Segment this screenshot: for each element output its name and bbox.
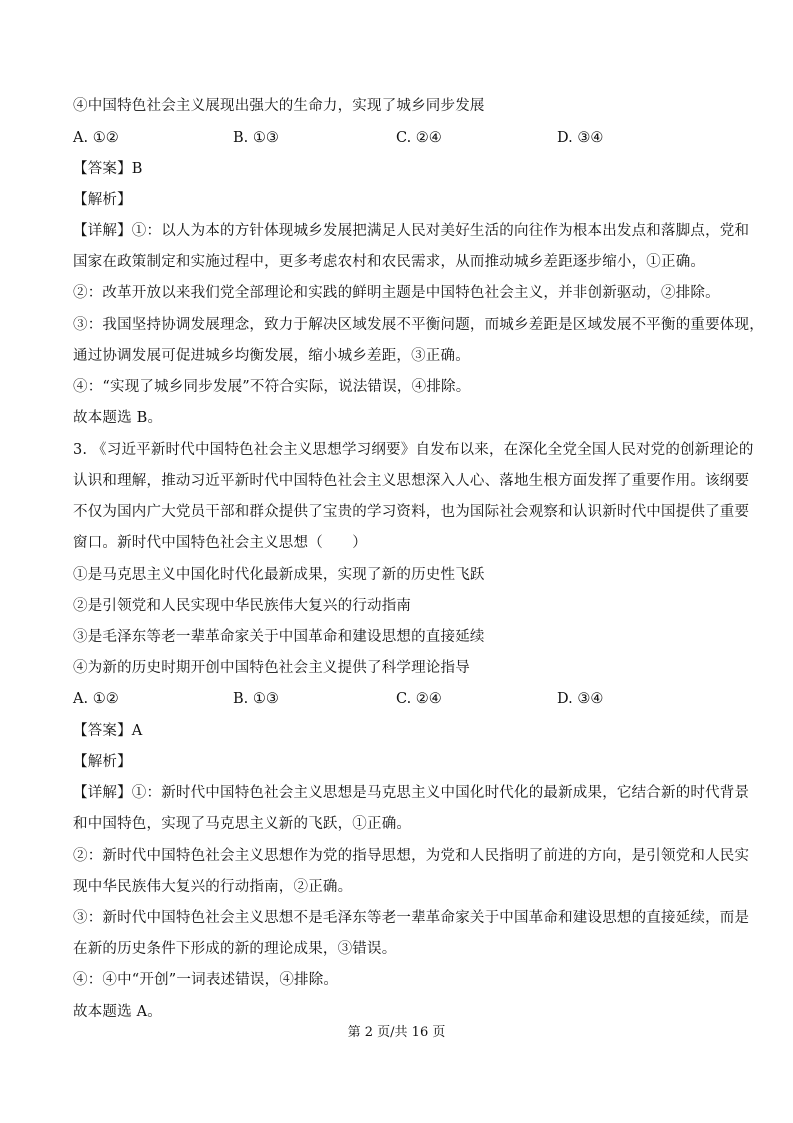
- q3-choice-a: A. ①②: [73, 691, 119, 707]
- q2-answer: 【答案】B: [73, 161, 143, 177]
- q2-detail-4: ④：“实现了城乡同步发展”不符合实际，说法错误，④排除。: [73, 379, 471, 395]
- q3-option-3: ③是毛泽东等老一辈革命家关于中国革命和建设思想的直接延续: [73, 629, 485, 645]
- q2-detail-3b: 通过协调发展可促进城乡均衡发展，缩小城乡差距，③正确。: [73, 348, 470, 364]
- q2-option-4: ④中国特色社会主义展现出强大的生命力，实现了城乡同步发展: [73, 98, 485, 114]
- q3-option-2: ②是引领党和人民实现中华民族伟大复兴的行动指南: [73, 598, 412, 614]
- q2-detail-1a: 【详解】①：以人为本的方针体现城乡发展把满足人民对美好生活的向往作为根本出发点和落脚点，党和: [73, 223, 750, 239]
- q2-detail-3a: ③：我国坚持协调发展理念，致力于解决区域发展不平衡问题，而城乡差距是区域发展不平衡的重要体现，: [73, 317, 764, 333]
- q2-detail-2: ②：改革开放以来我们党全部理论和实践的鲜明主题是中国特色社会主义，并非创新驱动，②排除。: [73, 285, 720, 301]
- q2-choices: [73, 128, 713, 148]
- page-footer: 第 2 页/共 16 页: [347, 1025, 446, 1040]
- q3-stem-4: 窗口。新时代中国特色社会主义思想（ ）: [73, 535, 367, 551]
- q3-detail-1b: 和中国特色，实现了马克思主义新的飞跃，①正确。: [73, 816, 412, 832]
- q2-choice-b: B. ①③: [233, 130, 279, 146]
- q3-choice-b: B. ①③: [233, 691, 279, 707]
- q3-detail-3b: 在新的历史条件下形成的新的理论成果，③错误。: [73, 941, 397, 957]
- q3-option-1: ①是马克思主义中国化时代化最新成果，实现了新的历史性飞跃: [73, 567, 485, 583]
- q3-choice-d: D. ③④: [557, 691, 604, 707]
- q3-detail-3a: ③：新时代中国特色社会主义思想不是毛泽东等老一辈革命家关于中国革命和建设思想的直接延续，而是: [73, 910, 750, 926]
- q3-stem-2: 认识和理解，推动习近平新时代中国特色社会主义思想深入人心、落地生根方面发挥了重要作用。该纲要: [73, 473, 750, 489]
- q3-choices: [73, 689, 713, 709]
- q2-choice-c: C. ②④: [396, 130, 442, 146]
- q2-choice-a: A. ①②: [73, 130, 119, 146]
- q2-analysis-heading: 【解析】: [73, 192, 132, 208]
- q3-choice-c: C. ②④: [396, 691, 442, 707]
- q3-conclusion: 故本题选 A。: [73, 1004, 162, 1020]
- q3-stem-1: 3. 《习近平新时代中国特色社会主义思想学习纲要》自发布以来，在深化全党全国人民对党的创新理论的: [73, 442, 754, 458]
- q3-detail-2b: 现中华民族伟大复兴的行动指南，②正确。: [73, 879, 353, 895]
- q3-detail-1a: 【详解】①：新时代中国特色社会主义思想是马克思主义中国化时代化的最新成果，它结合新的时代背景: [73, 785, 750, 801]
- q2-choice-d: D. ③④: [557, 130, 604, 146]
- q2-conclusion: 故本题选 B。: [73, 410, 163, 426]
- q3-option-4: ④为新的历史时期开创中国特色社会主义提供了科学理论指导: [73, 660, 470, 676]
- q3-analysis-heading: 【解析】: [73, 754, 132, 770]
- q3-detail-4: ④：④中“开创”一词表述错误，④排除。: [73, 972, 339, 988]
- q3-detail-2a: ②：新时代中国特色社会主义思想作为党的指导思想，为党和人民指明了前进的方向，是引领党和人民实: [73, 848, 750, 864]
- q2-detail-1b: 国家在政策制定和实施过程中，更多考虑农村和农民需求，从而推动城乡差距逐步缩小，①正确。: [73, 254, 706, 270]
- q3-answer: 【答案】A: [73, 723, 143, 739]
- q3-stem-3: 不仅为国内广大党员干部和群众提供了宝贵的学习资料，也为国际社会观察和认识新时代中国提供了重要: [73, 504, 750, 520]
